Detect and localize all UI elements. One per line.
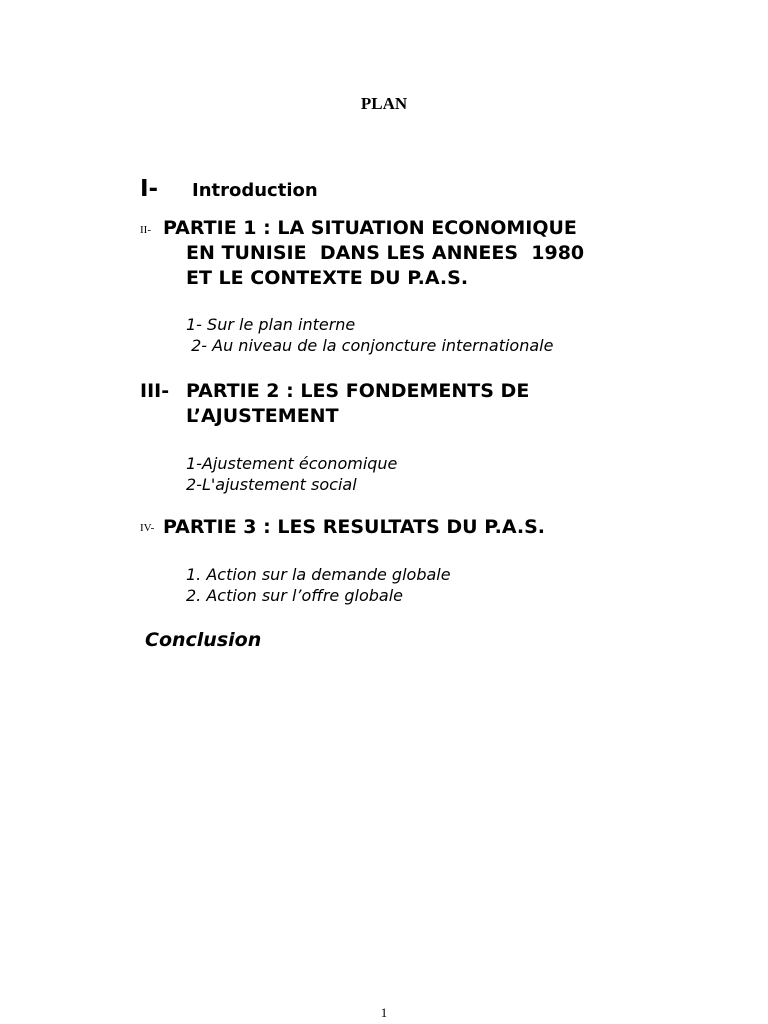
subsection-item: 2. Action sur l’offre globale: [186, 586, 403, 605]
subsection-item: 1-Ajustement économique: [186, 454, 398, 473]
section-heading-partie-2-line-2: L’AJUSTEMENT: [186, 405, 339, 427]
section-heading-partie-1-line-3: ET LE CONTEXTE DU P.A.S.: [186, 267, 469, 289]
page-number: 1: [380, 1005, 388, 1020]
section-heading-partie-2-line-1: PARTIE 2 : LES FONDEMENTS DE: [186, 380, 530, 402]
section-heading-introduction: Introduction: [192, 180, 318, 201]
section-number-4: IV-: [140, 522, 155, 534]
section-heading-partie-1-line-2: EN TUNISIE DANS LES ANNEES 1980: [186, 242, 585, 264]
section-heading-partie-3: PARTIE 3 : LES RESULTATS DU P.A.S.: [163, 516, 546, 538]
subsection-item: 1- Sur le plan interne: [186, 315, 356, 334]
section-number-3: III-: [140, 380, 170, 402]
page-title: PLAN: [360, 94, 408, 113]
subsection-item: 2- Au niveau de la conjoncture internationale: [186, 336, 554, 355]
section-heading-partie-1-line-1: PARTIE 1 : LA SITUATION ECONOMIQUE: [163, 217, 577, 239]
section-number-2: II-: [140, 224, 151, 236]
subsection-item: 1. Action sur la demande globale: [186, 565, 451, 584]
subsection-item: 2-L'ajustement social: [186, 475, 357, 494]
section-number-1: I-: [140, 176, 159, 202]
conclusion-heading: Conclusion: [145, 629, 262, 651]
